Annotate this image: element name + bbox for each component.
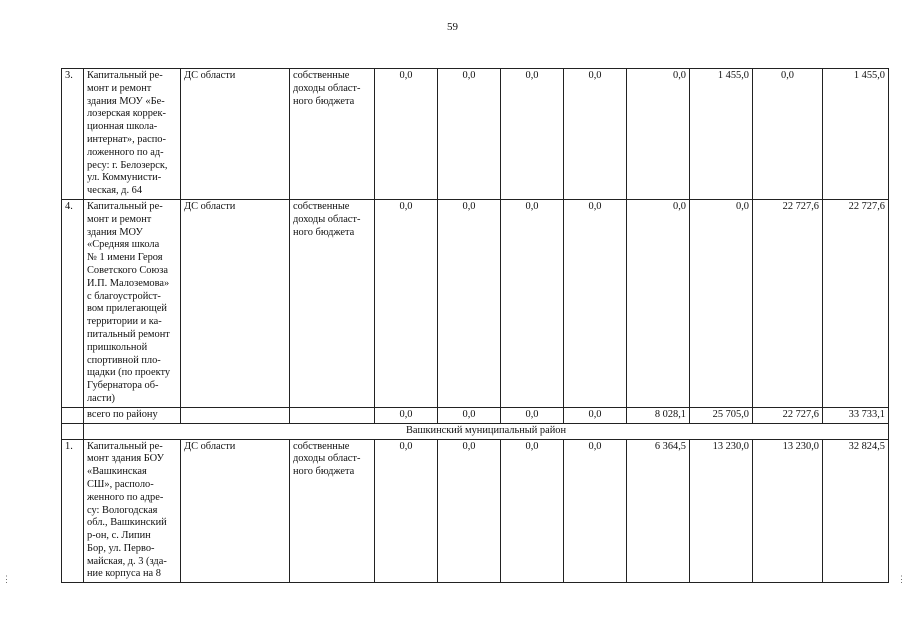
value-cell: 0,0 [627,69,690,200]
value-cell: 0,0 [375,439,438,583]
value-cell: 0,0 [627,199,690,407]
value-cell: 0,0 [564,199,627,407]
total-value-cell: 25 705,0 [690,407,753,423]
empty-cell [290,407,375,423]
value-cell: 0,0 [690,199,753,407]
scan-edge-mark-right: ⋮ [897,574,907,584]
value-cell: 0,0 [501,199,564,407]
value-cell: 0,0 [375,69,438,200]
value-cell: 13 230,0 [753,439,823,583]
empty-cell [181,407,290,423]
object-name: Капитальный ре- монт и ремонт здания МОУ «Бе- лозерская коррек- ционная школа- интернат», распо- ложенного по ад- ресу: г. Белозерск, ул. Коммунисти- ческая, д. 64 [84,69,181,200]
total-value-cell: 8 028,1 [627,407,690,423]
value-cell: 0,0 [438,69,501,200]
budget-table [61,68,889,583]
section-header-row [62,423,889,439]
section-title: Вашкинский муниципальный район [84,423,889,439]
row-number: 3. [62,69,84,200]
value-cell: 6 364,5 [627,439,690,583]
object-name: Капитальный ре- монт и ремонт здания МОУ «Средняя школа № 1 имени Героя Советского Союза И.П. Малоземова» с благоустройст- вом прилегающей территории и ка- питальный ремонт пришкольной спортивной пло- щадки (по проекту Губернатора об- ласти) [84,199,181,407]
empty-cell [62,407,84,423]
table-row [62,69,889,200]
table-row [62,199,889,407]
value-cell: 1 455,0 [690,69,753,200]
total-value-cell: 0,0 [375,407,438,423]
scan-edge-mark-left: ⋮ [2,574,12,584]
table-row [62,439,889,583]
value-cell: 0,0 [564,69,627,200]
funding-source: собственные доходы област- ного бюджета [290,69,375,200]
value-cell: 22 727,6 [753,199,823,407]
value-cell: 0,0 [501,439,564,583]
value-cell: 0,0 [438,199,501,407]
funding-source: собственные доходы област- ного бюджета [290,439,375,583]
funding-source: собственные доходы област- ного бюджета [290,199,375,407]
customer-name: ДС области [181,69,290,200]
value-cell: 0,0 [375,199,438,407]
value-cell: 32 824,5 [823,439,889,583]
empty-cell [62,423,84,439]
total-value-cell: 0,0 [438,407,501,423]
value-cell: 0,0 [438,439,501,583]
row-number: 4. [62,199,84,407]
row-number: 1. [62,439,84,583]
value-cell: 1 455,0 [823,69,889,200]
total-value-cell: 22 727,6 [753,407,823,423]
customer-name: ДС области [181,199,290,407]
object-name: Капитальный ре- монт здания БОУ «Вашкинская СШ», располо- женного по адре- су: Вологодская обл., Вашкинский р-он, с. Липин Бор, ул. Перво- майская, д. 3 (зда- ние корпуса на 8 [84,439,181,583]
total-value-cell: 0,0 [564,407,627,423]
district-total-row [62,407,889,423]
total-value-cell: 33 733,1 [823,407,889,423]
page-number: 59 [447,21,458,33]
value-cell: 13 230,0 [690,439,753,583]
district-total-label: всего по району [84,407,181,423]
value-cell: 22 727,6 [823,199,889,407]
value-cell: 0,0 [501,69,564,200]
total-value-cell: 0,0 [501,407,564,423]
customer-name: ДС области [181,439,290,583]
value-cell: 0,0 [753,69,823,200]
value-cell: 0,0 [564,439,627,583]
